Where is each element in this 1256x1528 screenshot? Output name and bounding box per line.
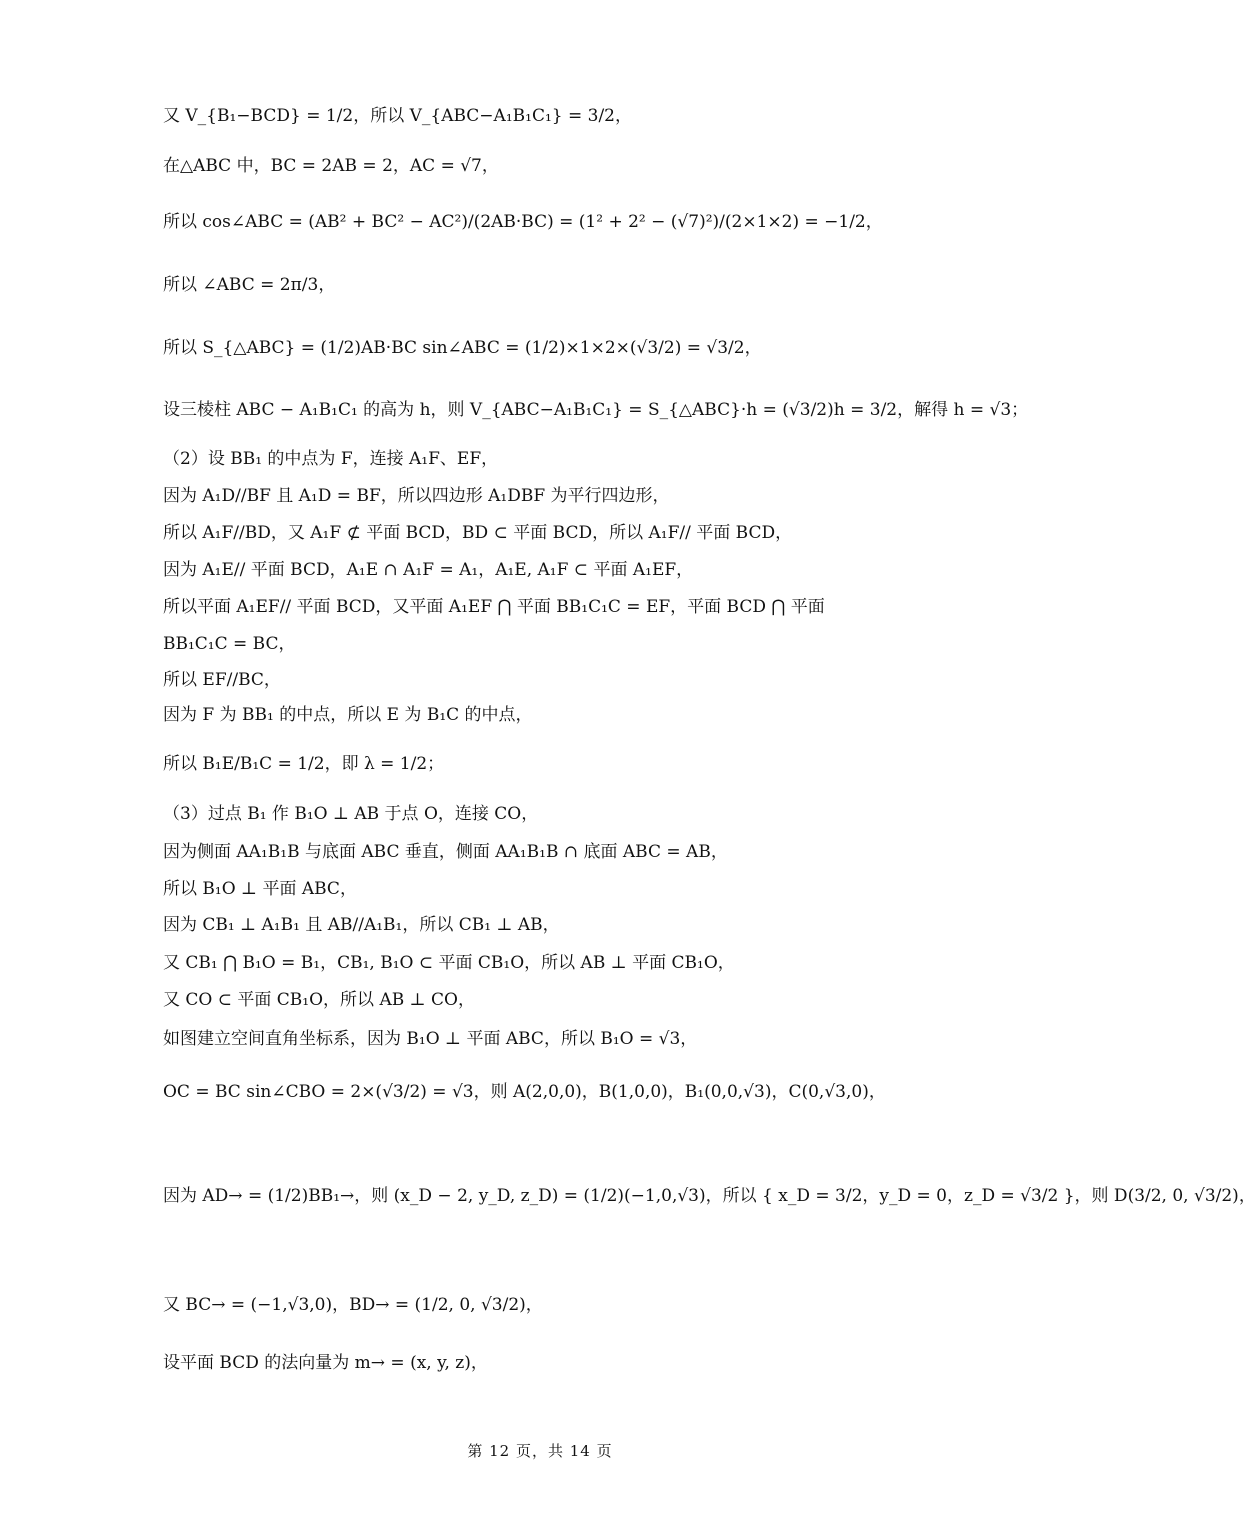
solution-line: 所以 B₁E/B₁C = 1/2，即 λ = 1/2； bbox=[163, 754, 445, 774]
solution-line: 设三棱柱 ABC − A₁B₁C₁ 的高为 h，则 V_{ABC−A₁B₁C₁} = S_{△ABC}·h = (√3/2)h = 3/2，解得 h = √3； bbox=[163, 400, 1029, 420]
solution-line: 所以 B₁O ⊥ 平面 ABC， bbox=[163, 879, 357, 899]
page-footer: 第 12 页，共 14 页 bbox=[467, 1442, 613, 1460]
solution-line: 因为 A₁E// 平面 BCD，A₁E ∩ A₁F = A₁，A₁E, A₁F ⊂ 平面 A₁EF， bbox=[163, 560, 694, 580]
solution-line: OC = BC sin∠CBO = 2×(√3/2) = √3，则 A(2,0,0)，B(1,0,0)，B₁(0,0,√3)，C(0,√3,0)， bbox=[163, 1082, 886, 1102]
solution-line: 又 CO ⊂ 平面 CB₁O，所以 AB ⊥ CO， bbox=[163, 990, 475, 1010]
solution-line: 所以 cos∠ABC = (AB² + BC² − AC²)/(2AB·BC) = (1² + 2² − (√7)²)/(2×1×2) = −1/2， bbox=[163, 212, 883, 232]
solution-line: BB₁C₁C = BC， bbox=[163, 634, 296, 654]
solution-line: 又 CB₁ ⋂ B₁O = B₁，CB₁, B₁O ⊂ 平面 CB₁O，所以 AB ⊥ 平面 CB₁O， bbox=[163, 953, 735, 973]
solution-line: （3）过点 B₁ 作 B₁O ⊥ AB 于点 O，连接 CO， bbox=[163, 804, 539, 824]
solution-line: （2）设 BB₁ 的中点为 F，连接 A₁F、EF， bbox=[163, 449, 499, 469]
solution-line: 因为 CB₁ ⊥ A₁B₁ 且 AB//A₁B₁，所以 CB₁ ⊥ AB， bbox=[163, 915, 560, 935]
solution-line: 因为 A₁D//BF 且 A₁D = BF，所以四边形 A₁DBF 为平行四边形， bbox=[163, 486, 670, 506]
solution-line: 又 V_{B₁−BCD} = 1/2，所以 V_{ABC−A₁B₁C₁} = 3/2， bbox=[163, 106, 633, 126]
solution-line: 所以 A₁F//BD，又 A₁F ⊄ 平面 BCD，BD ⊂ 平面 BCD，所以 A₁F// 平面 BCD， bbox=[163, 523, 793, 543]
solution-line: 在△ABC 中，BC = 2AB = 2，AC = √7， bbox=[163, 156, 499, 176]
solution-line: 又 BC→ = (−1,√3,0)，BD→ = (1/2, 0, √3/2)， bbox=[163, 1295, 543, 1315]
solution-line: 所以平面 A₁EF// 平面 BCD，又平面 A₁EF ⋂ 平面 BB₁C₁C = EF，平面 BCD ⋂ 平面 bbox=[163, 597, 825, 617]
solution-line: 所以 S_{△ABC} = (1/2)AB·BC sin∠ABC = (1/2)×1×2×(√3/2) = √3/2， bbox=[163, 338, 762, 358]
solution-line: 因为 AD→ = (1/2)BB₁→，则 (x_D − 2, y_D, z_D) = (1/2)(−1,0,√3)，所以 { x_D = 3/2，y_D = 0，z_D = √3/2 }，则 D(3/2, 0, √3/2)， bbox=[163, 1186, 1256, 1206]
solution-line: 因为侧面 AA₁B₁B 与底面 ABC 垂直，侧面 AA₁B₁B ∩ 底面 ABC = AB， bbox=[163, 842, 728, 862]
solution-line: 因为 F 为 BB₁ 的中点，所以 E 为 B₁C 的中点， bbox=[163, 705, 533, 725]
solution-line: 所以 ∠ABC = 2π/3， bbox=[163, 275, 336, 295]
solution-line: 如图建立空间直角坐标系，因为 B₁O ⊥ 平面 ABC，所以 B₁O = √3， bbox=[163, 1029, 698, 1049]
solution-line: 设平面 BCD 的法向量为 m→ = (x, y, z)， bbox=[163, 1353, 488, 1373]
solution-line: 所以 EF//BC， bbox=[163, 670, 281, 690]
